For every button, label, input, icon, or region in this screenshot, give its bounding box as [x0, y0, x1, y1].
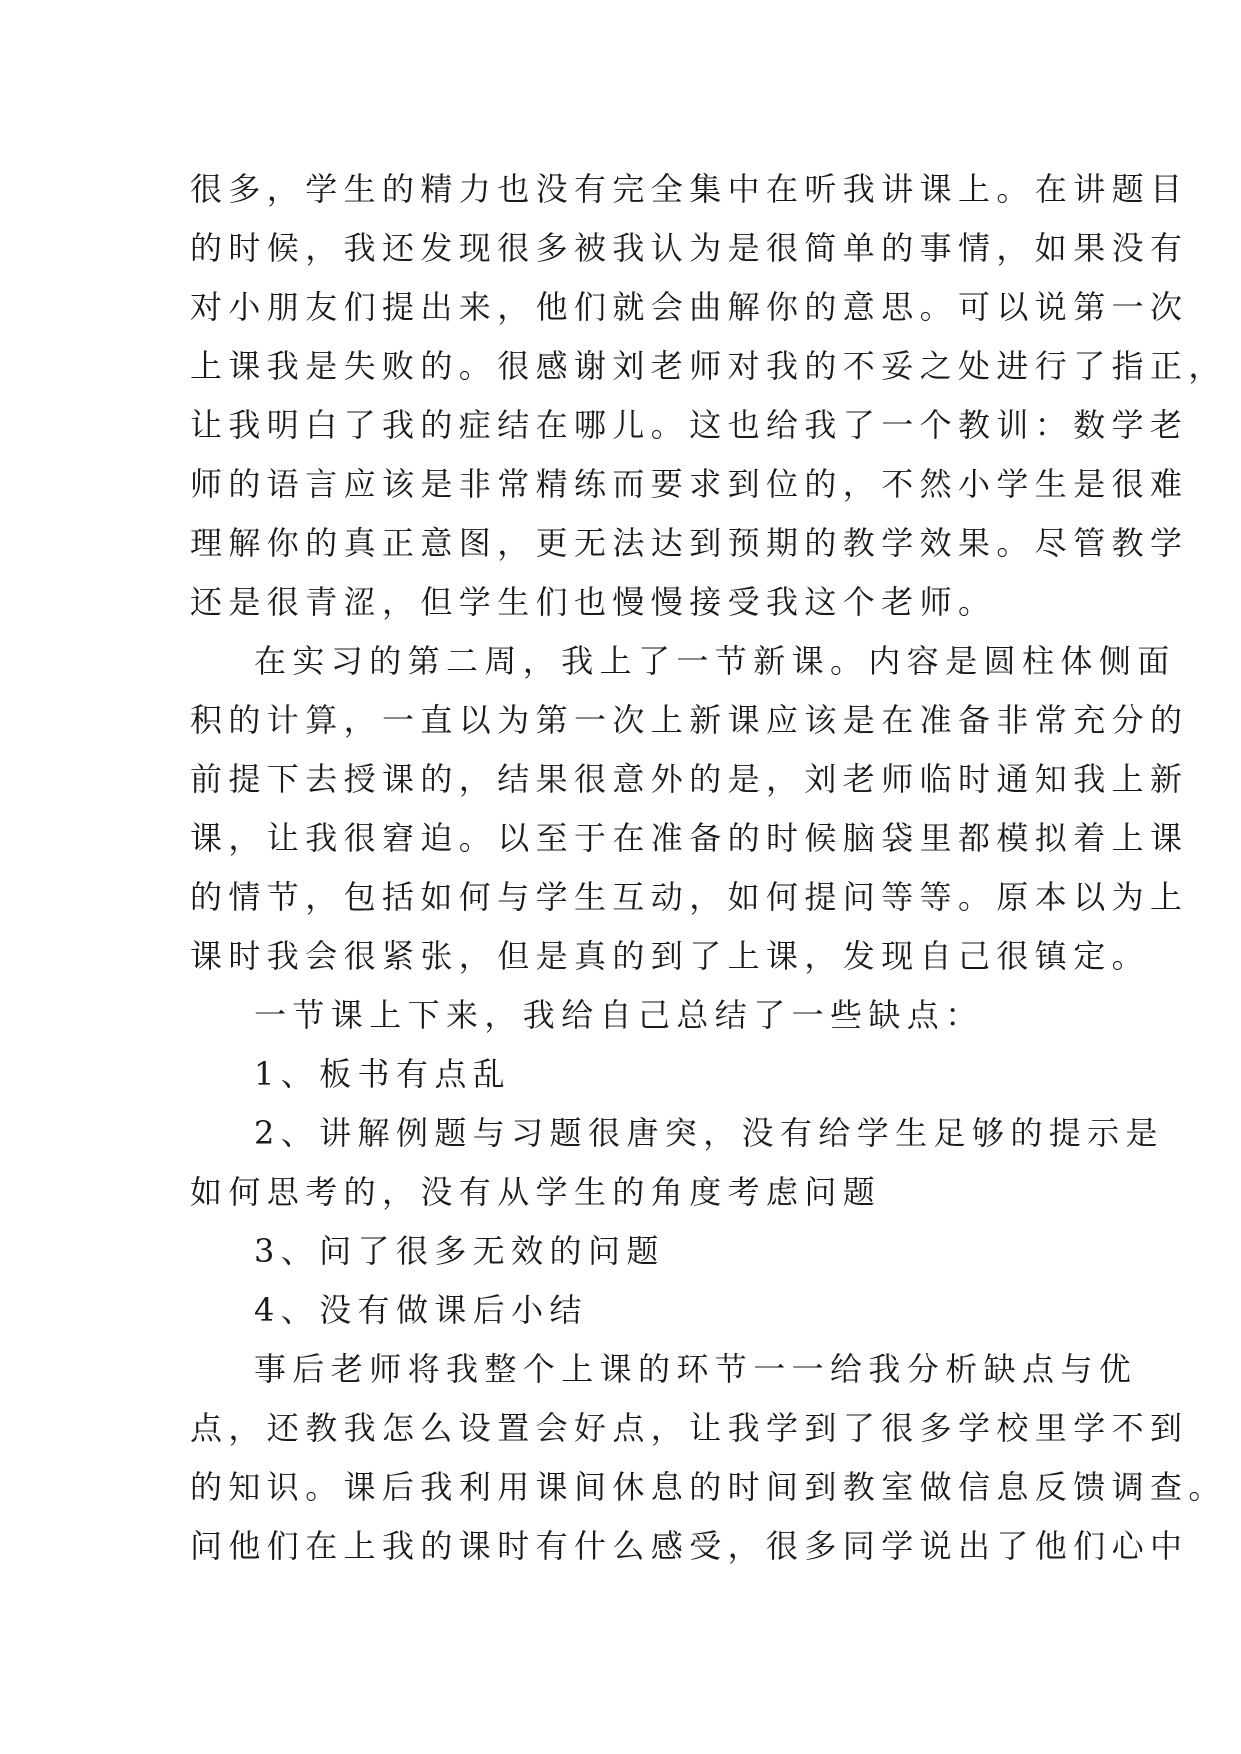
document-body [190, 160, 1227, 1576]
text-line: 课，让我很窘迫。以至于在准备的时候脑袋里都模拟着上课 [190, 819, 1189, 857]
paragraph-2 [190, 632, 1189, 986]
text-line: 3、问了很多无效的问题 [254, 1232, 665, 1270]
text-line: 上课我是失败的。很感谢刘老师对我的不妥之处进行了指正， [190, 347, 1227, 385]
text-line: 的时候，我还发现很多被我认为是很简单的事情，如果没有 [190, 229, 1189, 267]
list-item-2 [190, 1104, 1164, 1222]
text-line: 让我明白了我的症结在哪儿。这也给我了一个教训：数学老 [190, 406, 1189, 444]
text-line: 点，还教我怎么设置会好点，让我学到了很多学校里学不到 [190, 1409, 1189, 1447]
text-line: 积的计算，一直以为第一次上新课应该是在准备非常充分的 [190, 701, 1189, 739]
paragraph-4 [190, 1340, 1227, 1576]
list-item-4 [190, 1281, 1070, 1340]
text-line: 在实习的第二周，我上了一节新课。内容是圆柱体侧面 [254, 642, 1176, 680]
list-item-1 [190, 1045, 1070, 1104]
text-line: 4、没有做课后小结 [254, 1291, 588, 1329]
paragraph-3 [190, 986, 1070, 1045]
text-line: 事后老师将我整个上课的环节一一给我分析缺点与优 [254, 1350, 1138, 1388]
text-line: 理解你的真正意图，更无法达到预期的教学效果。尽管教学 [190, 524, 1189, 562]
text-line: 2、讲解例题与习题很唐突，没有给学生足够的提示是 [254, 1114, 1164, 1152]
text-line: 很多，学生的精力也没有完全集中在听我讲课上。在讲题目 [190, 170, 1189, 208]
text-line: 前提下去授课的，结果很意外的是，刘老师临时通知我上新 [190, 760, 1189, 798]
paragraph-1 [190, 160, 1227, 632]
text-line: 如何思考的，没有从学生的角度考虑问题 [190, 1173, 882, 1211]
text-line: 的情节，包括如何与学生互动，如何提问等等。原本以为上 [190, 878, 1189, 916]
text-line: 对小朋友们提出来，他们就会曲解你的意思。可以说第一次 [190, 288, 1189, 326]
text-line: 问他们在上我的课时有什么感受，很多同学说出了他们心中 [190, 1527, 1189, 1565]
text-line: 1、板书有点乱 [254, 1055, 512, 1093]
text-line: 的知识。课后我利用课间休息的时间到教室做信息反馈调查。 [190, 1468, 1227, 1506]
list-item-3 [190, 1222, 1070, 1281]
text-line: 课时我会很紧张，但是真的到了上课，发现自己很镇定。 [190, 937, 1151, 975]
text-line: 一节课上下来，我给自己总结了一些缺点： [254, 996, 984, 1034]
text-line: 还是很青涩，但学生们也慢慢接受我这个老师。 [190, 583, 997, 621]
text-line: 师的语言应该是非常精练而要求到位的，不然小学生是很难 [190, 465, 1189, 503]
